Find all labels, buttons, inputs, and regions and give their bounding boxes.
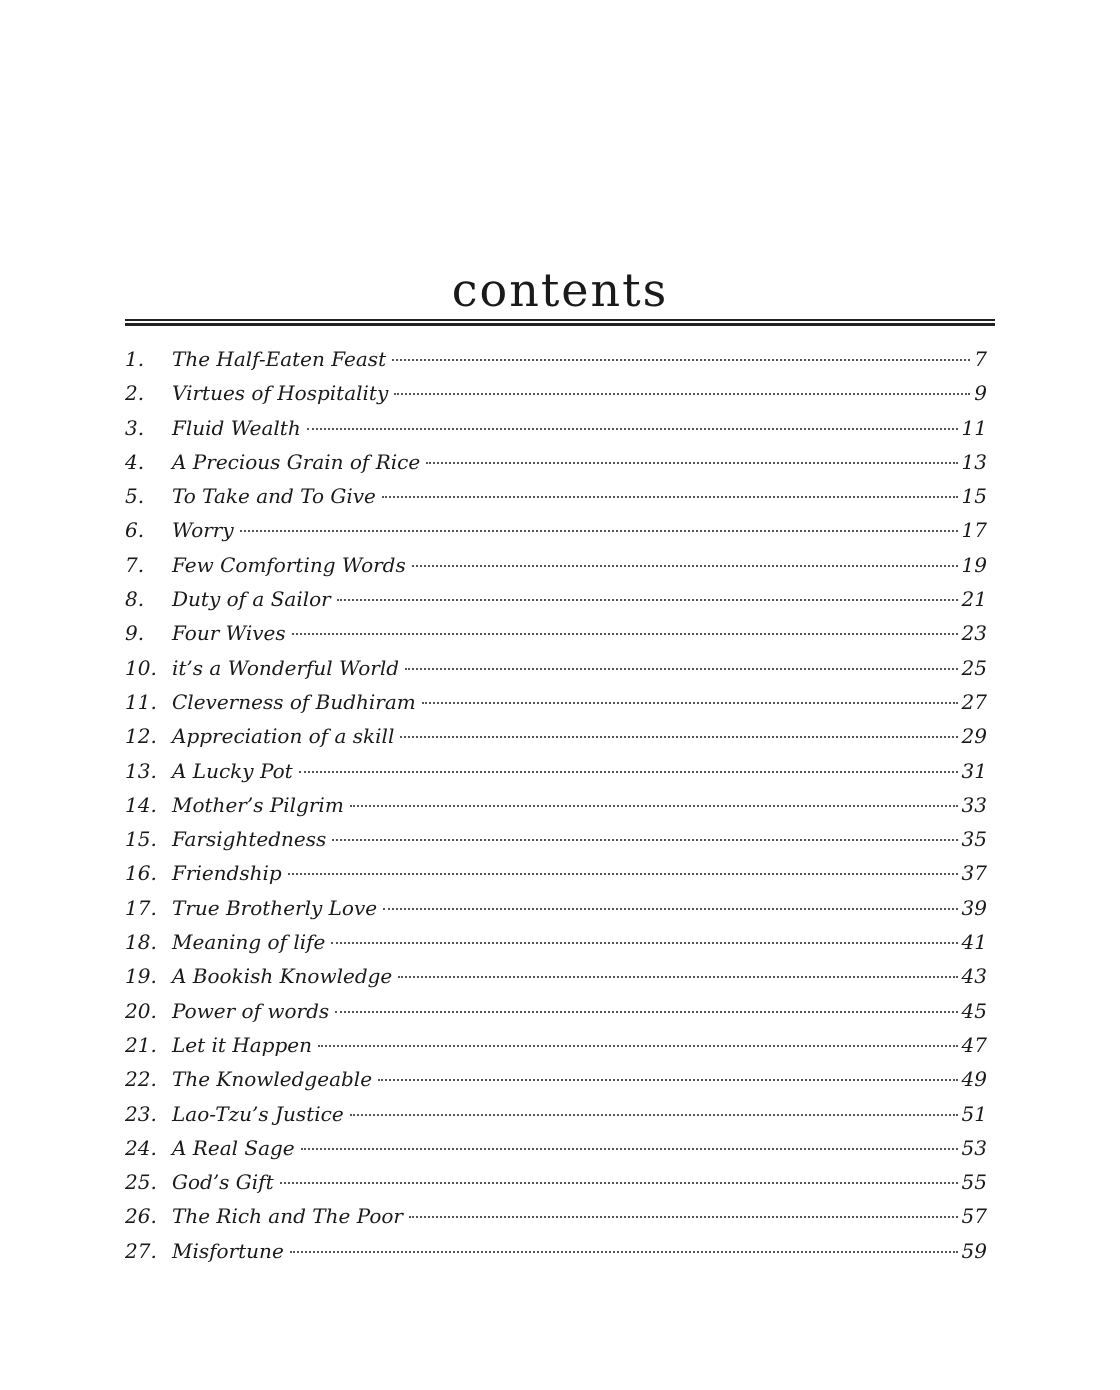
dot-leader <box>378 1079 958 1081</box>
dot-leader <box>240 530 958 532</box>
toc-entry-number: 8. <box>125 587 145 612</box>
toc-entry-page-number: 43 <box>961 964 987 989</box>
toc-entry-page-number: 39 <box>961 895 987 920</box>
dot-leader <box>337 599 958 601</box>
toc-entry[interactable] <box>125 925 987 959</box>
toc-entry-number: 25. <box>125 1170 157 1195</box>
toc-entry-number: 19. <box>125 964 157 989</box>
toc-entry-number: 6. <box>125 518 145 543</box>
toc-entry-title: Duty of a Sailor <box>172 587 331 612</box>
toc-entry-title: Cleverness of Budhiram <box>172 689 416 714</box>
toc-entry-number: 3. <box>125 415 145 440</box>
toc-entry[interactable] <box>125 1165 987 1199</box>
toc-entry-page-number: 29 <box>961 724 987 749</box>
toc-entry-title: True Brotherly Love <box>172 895 378 920</box>
toc-entry[interactable] <box>125 582 987 616</box>
toc-entry-page-number: 45 <box>961 998 987 1023</box>
toc-entry-number: 12. <box>125 724 157 749</box>
toc-entry[interactable] <box>125 754 987 788</box>
toc-entry-page-number: 21 <box>961 587 987 612</box>
toc-entry-number: 22. <box>125 1067 157 1092</box>
toc-entry-page-number: 15 <box>961 484 987 509</box>
toc-entry-title: Lao-Tzu’s Justice <box>172 1101 344 1126</box>
toc-entry-number: 13. <box>125 758 157 783</box>
toc-entry-number: 11. <box>125 689 157 714</box>
toc-entry-title: Power of words <box>172 998 330 1023</box>
dot-leader <box>332 839 957 841</box>
toc-entry-title: A Precious Grain of Rice <box>172 449 421 474</box>
toc-entry[interactable] <box>125 1234 987 1268</box>
toc-entry[interactable] <box>125 479 987 513</box>
dot-leader <box>412 565 958 567</box>
toc-entry-number: 9. <box>125 621 145 646</box>
toc-entry-number: 20. <box>125 998 157 1023</box>
toc-entry[interactable] <box>125 376 987 410</box>
toc-entry[interactable] <box>125 959 987 993</box>
toc-entry-page-number: 31 <box>961 758 987 783</box>
toc-entry-title: Few Comforting Words <box>172 552 406 577</box>
dot-leader <box>350 805 958 807</box>
toc-entry-number: 21. <box>125 1032 157 1057</box>
title-divider-thin <box>125 319 995 321</box>
toc-entry[interactable] <box>125 651 987 685</box>
title-divider-thick <box>125 323 995 326</box>
toc-entry[interactable] <box>125 994 987 1028</box>
toc-entry-page-number: 27 <box>961 689 987 714</box>
toc-entry-title: Let it Happen <box>172 1032 312 1057</box>
toc-entry[interactable] <box>125 616 987 650</box>
toc-entry-title: To Take and To Give <box>172 484 376 509</box>
toc-entry-page-number: 11 <box>961 415 987 440</box>
toc-entry-title: Meaning of life <box>172 930 326 955</box>
toc-entry[interactable] <box>125 1199 987 1233</box>
toc-entry-page-number: 37 <box>961 861 987 886</box>
toc-entry-title: Friendship <box>172 861 282 886</box>
toc-entry-number: 10. <box>125 655 157 680</box>
toc-entry-number: 2. <box>125 381 145 406</box>
toc-entry-number: 18. <box>125 930 157 955</box>
toc-entry-title: A Lucky Pot <box>172 758 293 783</box>
toc-entry[interactable] <box>125 513 987 547</box>
dot-leader <box>422 702 958 704</box>
toc-entry-title: A Real Sage <box>172 1135 295 1160</box>
toc-entry-number: 5. <box>125 484 145 509</box>
toc-entry[interactable] <box>125 891 987 925</box>
dot-leader <box>400 736 957 738</box>
dot-leader <box>280 1182 958 1184</box>
dot-leader <box>288 873 958 875</box>
toc-entry-number: 7. <box>125 552 145 577</box>
toc-entry-page-number: 53 <box>961 1135 987 1160</box>
toc-entry-number: 27. <box>125 1238 157 1263</box>
toc-entry-page-number: 47 <box>961 1032 987 1057</box>
toc-entry-title: Fluid Wealth <box>172 415 301 440</box>
dot-leader <box>299 771 958 773</box>
toc-entry[interactable] <box>125 788 987 822</box>
toc-entry[interactable] <box>125 1062 987 1096</box>
toc-entry-title: The Rich and The Poor <box>172 1204 403 1229</box>
toc-entry-number: 4. <box>125 449 145 474</box>
dot-leader <box>394 393 970 395</box>
table-of-contents <box>125 342 987 1268</box>
dot-leader <box>331 942 957 944</box>
toc-entry-page-number: 41 <box>961 930 987 955</box>
toc-entry-page-number: 13 <box>961 449 987 474</box>
dot-leader <box>405 668 957 670</box>
toc-entry-page-number: 33 <box>961 792 987 817</box>
dot-leader <box>301 1148 958 1150</box>
toc-entry-title: Worry <box>172 518 234 543</box>
toc-entry-title: God’s Gift <box>172 1170 274 1195</box>
toc-entry-title: Mother’s Pilgrim <box>172 792 344 817</box>
dot-leader <box>383 908 957 910</box>
toc-entry[interactable] <box>125 548 987 582</box>
toc-entry-number: 16. <box>125 861 157 886</box>
toc-entry-page-number: 35 <box>961 827 987 852</box>
toc-entry[interactable] <box>125 1131 987 1165</box>
dot-leader <box>398 976 957 978</box>
toc-entry-title: it’s a Wonderful World <box>172 655 400 680</box>
toc-entry-page-number: 51 <box>961 1101 987 1126</box>
toc-entry[interactable] <box>125 1097 987 1131</box>
toc-entry-title: A Bookish Knowledge <box>172 964 393 989</box>
toc-entry-page-number: 19 <box>961 552 987 577</box>
toc-entry-page-number: 59 <box>961 1238 987 1263</box>
dot-leader <box>292 633 958 635</box>
toc-entry[interactable] <box>125 1028 987 1062</box>
toc-entry-page-number: 55 <box>961 1170 987 1195</box>
toc-entry-page-number: 49 <box>961 1067 987 1092</box>
toc-entry-page-number: 57 <box>961 1204 987 1229</box>
toc-entry-page-number: 23 <box>961 621 987 646</box>
dot-leader <box>335 1011 957 1013</box>
toc-entry-page-number: 7 <box>974 347 987 371</box>
dot-leader <box>290 1251 958 1253</box>
toc-entry-number: 1. <box>125 347 145 371</box>
dot-leader <box>307 428 958 430</box>
toc-entry-page-number: 25 <box>961 655 987 680</box>
toc-entry-title: The Half-Eaten Feast <box>172 347 387 371</box>
toc-entry-number: 26. <box>125 1204 157 1229</box>
toc-entry[interactable] <box>125 411 987 445</box>
dot-leader <box>318 1045 958 1047</box>
toc-entry-title: Farsightedness <box>172 827 327 852</box>
toc-entry-title: Four Wives <box>172 621 286 646</box>
toc-entry-number: 17. <box>125 895 157 920</box>
toc-entry[interactable] <box>125 719 987 753</box>
dot-leader <box>426 462 957 464</box>
toc-entry-title: Appreciation of a skill <box>172 724 395 749</box>
dot-leader <box>392 359 970 361</box>
toc-entry-number: 24. <box>125 1135 157 1160</box>
toc-entry-title: Misfortune <box>172 1238 284 1263</box>
dot-leader <box>382 496 958 498</box>
toc-entry-page-number: 9 <box>974 381 987 406</box>
page-title: contents <box>451 263 669 317</box>
dot-leader <box>409 1216 958 1218</box>
toc-entry[interactable] <box>125 445 987 479</box>
toc-entry[interactable] <box>125 822 987 856</box>
toc-entry-title: Virtues of Hospitality <box>172 381 389 406</box>
toc-entry-title: The Knowledgeable <box>172 1067 373 1092</box>
toc-entry[interactable] <box>125 342 987 376</box>
toc-entry-number: 14. <box>125 792 157 817</box>
dot-leader <box>350 1114 958 1116</box>
toc-entry-number: 15. <box>125 827 157 852</box>
toc-entry-page-number: 17 <box>961 518 987 543</box>
toc-entry-number: 23. <box>125 1101 157 1126</box>
toc-entry[interactable] <box>125 856 987 890</box>
toc-entry[interactable] <box>125 685 987 719</box>
